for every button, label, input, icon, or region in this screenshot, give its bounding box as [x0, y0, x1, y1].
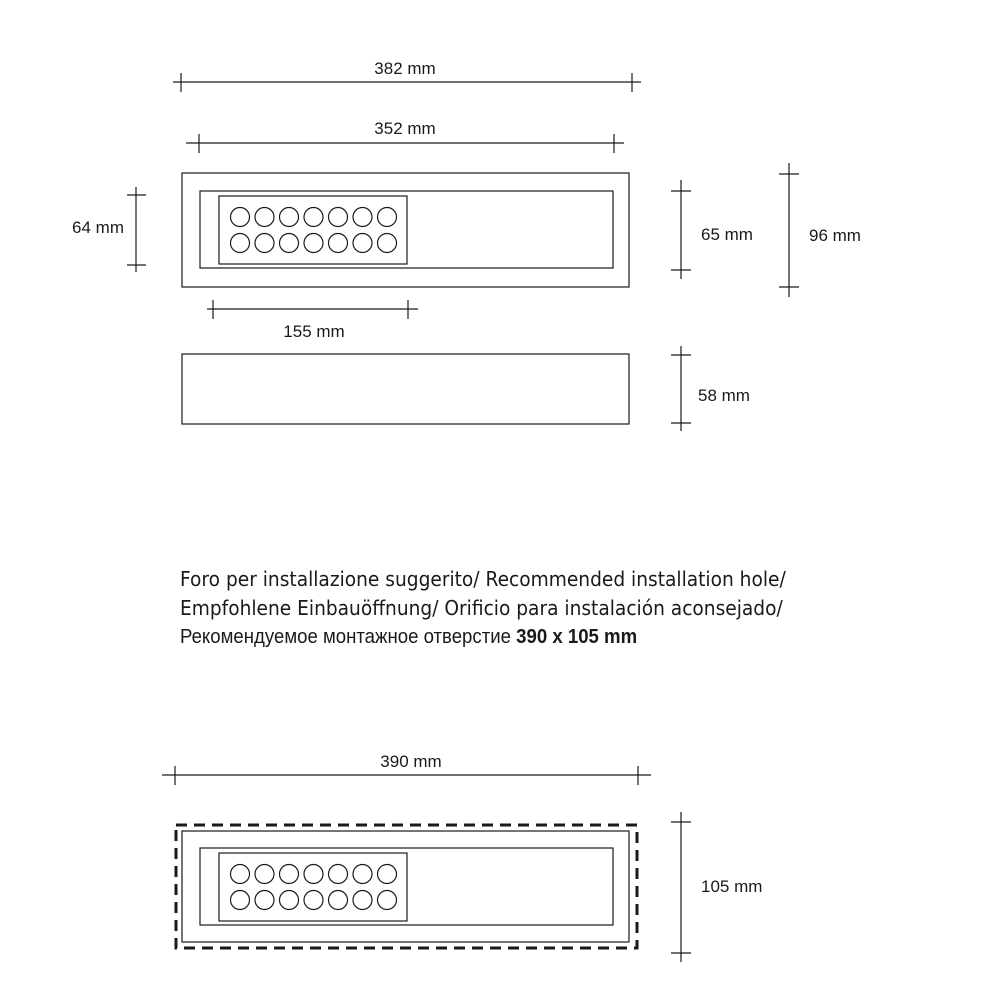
label-352-mm: 352 mm	[374, 119, 436, 138]
hole-view-led-circles	[231, 865, 397, 910]
hole-view-led-module	[219, 853, 407, 921]
caption-line-1: Foro per installazione suggerito/ Recommended installation hole/	[180, 567, 786, 591]
led-circle	[329, 865, 348, 884]
label-105-mm: 105 mm	[701, 877, 763, 896]
led-circle	[231, 891, 250, 910]
installation-caption	[180, 565, 924, 652]
led-circle	[378, 865, 397, 884]
led-circle	[304, 865, 323, 884]
top-view-led-circles	[231, 208, 397, 253]
led-circle	[231, 234, 250, 253]
label-390-mm: 390 mm	[380, 752, 442, 771]
led-circle	[353, 208, 372, 227]
led-circle	[304, 208, 323, 227]
side-view-body	[182, 354, 629, 424]
led-circle	[378, 891, 397, 910]
dimension-line-96	[779, 163, 799, 297]
top-view-led-module	[219, 196, 407, 264]
led-circle	[231, 865, 250, 884]
led-circle	[378, 208, 397, 227]
led-circle	[255, 891, 274, 910]
led-circle	[255, 865, 274, 884]
label-155-mm: 155 mm	[283, 322, 345, 341]
dimension-line-65	[671, 180, 691, 279]
led-circle	[378, 234, 397, 253]
led-circle	[329, 208, 348, 227]
dimension-line-105	[671, 812, 691, 962]
label-382-mm: 382 mm	[374, 59, 436, 78]
caption-line-3-text: Рекомендуемое монтажное отверстие	[180, 626, 517, 648]
led-circle	[280, 865, 299, 884]
top-view-outer-frame	[182, 173, 629, 287]
dimension-line-58	[671, 346, 691, 431]
led-circle	[255, 208, 274, 227]
led-circle	[353, 891, 372, 910]
dimension-line-155	[207, 300, 418, 319]
led-circle	[255, 234, 274, 253]
label-96-mm: 96 mm	[809, 226, 861, 245]
led-circle	[353, 865, 372, 884]
led-circle	[280, 234, 299, 253]
caption-line-3-size: 390 x 105 mm	[516, 626, 638, 648]
led-circle	[329, 891, 348, 910]
led-circle	[231, 208, 250, 227]
led-circle	[280, 208, 299, 227]
label-65-mm: 65 mm	[701, 225, 753, 244]
led-circle	[353, 234, 372, 253]
led-circle	[304, 891, 323, 910]
dimension-line-64	[127, 187, 146, 272]
led-circle	[304, 234, 323, 253]
caption-line-2: Empfohlene Einbauöffnung/ Orificio para instalación aconsejado/	[180, 596, 783, 620]
caption-line-3	[180, 623, 924, 652]
label-58-mm: 58 mm	[698, 386, 750, 405]
led-circle	[280, 891, 299, 910]
led-circle	[329, 234, 348, 253]
label-64-mm: 64 mm	[72, 218, 124, 237]
